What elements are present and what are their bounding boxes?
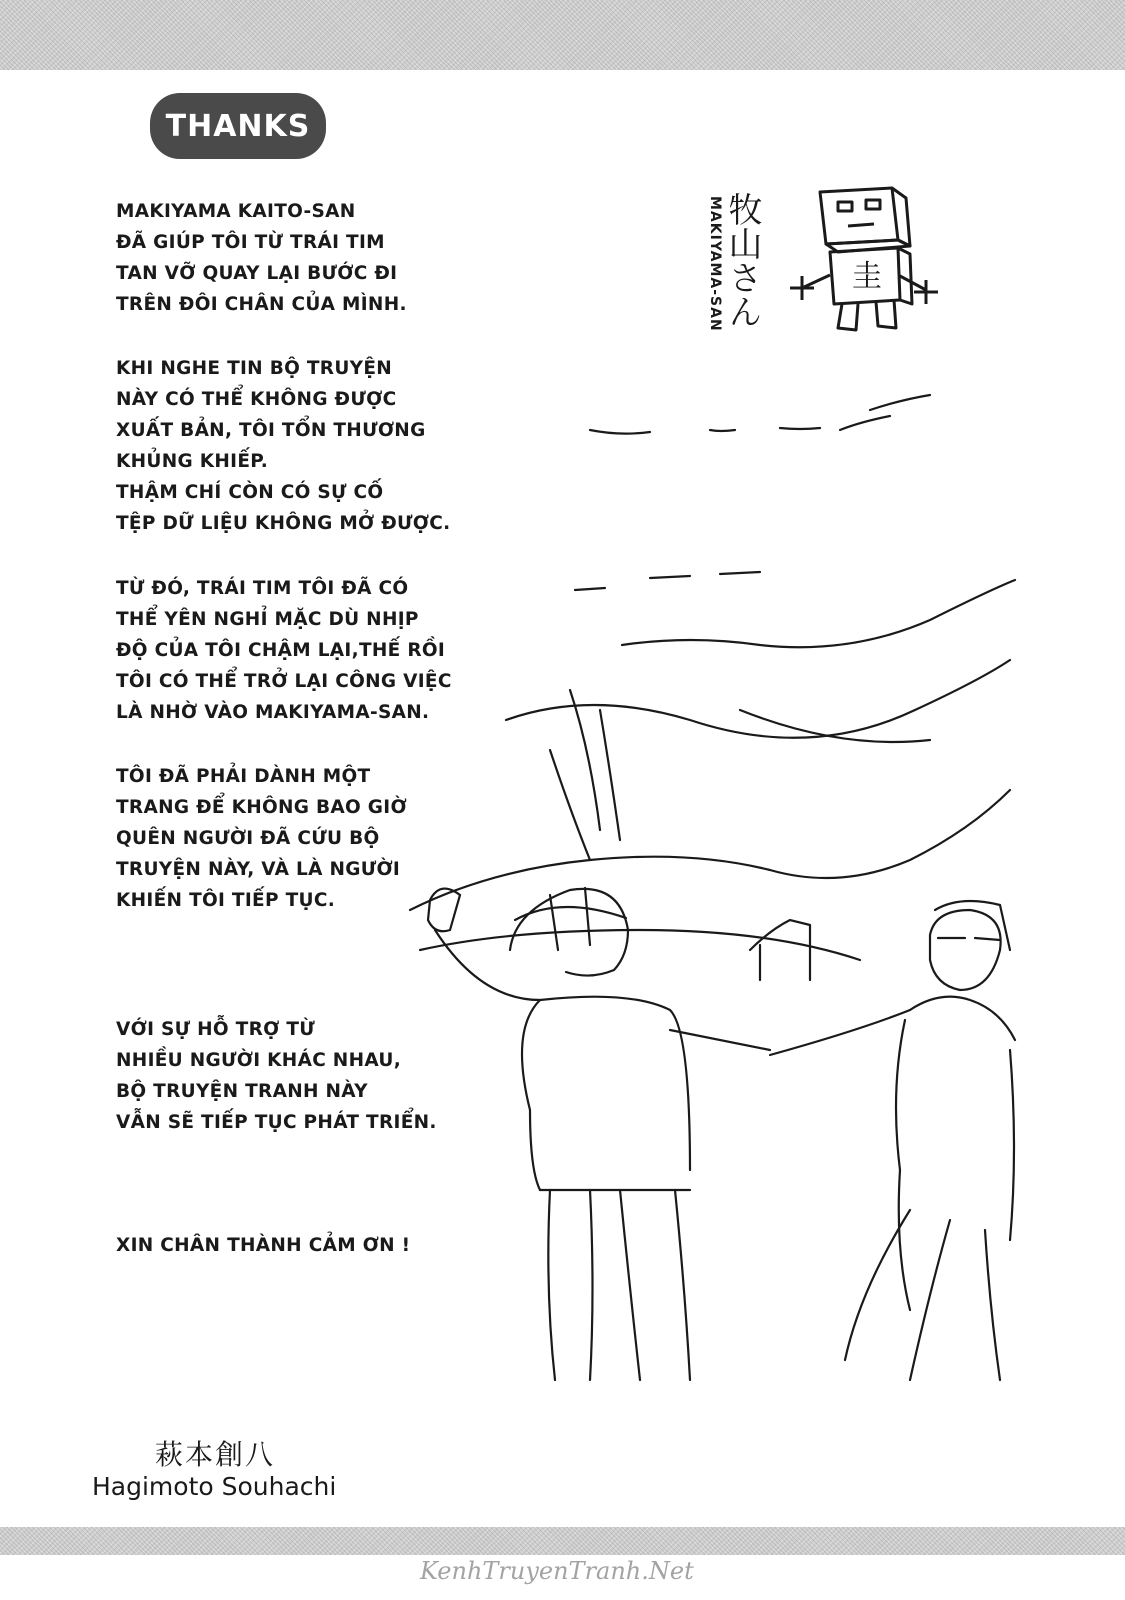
text-line: KHIẾN TÔI TIẾP TỤC. bbox=[116, 890, 336, 911]
text-line: ĐỘ CỦA TÔI CHẬM LẠI,THẾ RỒI bbox=[116, 640, 446, 661]
text-line: MAKIYAMA KAITO-SAN bbox=[116, 201, 356, 222]
robot-label-japanese: 牧山さん bbox=[722, 192, 762, 328]
text-line: TÔI CÓ THỂ TRỞ LẠI CÔNG VIỆC bbox=[116, 671, 452, 692]
text-line: TÔI ĐÃ PHẢI DÀNH MỘT bbox=[116, 766, 371, 787]
text-line: XIN CHÂN THÀNH CẢM ƠN ! bbox=[116, 1235, 411, 1256]
text-line: TRÊN ĐÔI CHÂN CỦA MÌNH. bbox=[116, 294, 407, 315]
paragraph-6 bbox=[116, 1230, 410, 1261]
text-line: ĐÃ GIÚP TÔI TỪ TRÁI TIM bbox=[116, 232, 385, 253]
bottom-screentone-band bbox=[0, 1527, 1125, 1555]
paragraph-1 bbox=[116, 196, 407, 320]
top-screentone-band bbox=[0, 0, 1125, 70]
text-line: KHI NGHE TIN BỘ TRUYỆN bbox=[116, 358, 393, 379]
two-men-landscape-illustration bbox=[390, 390, 1040, 1390]
text-line: BỘ TRUYỆN TRANH NÀY bbox=[116, 1081, 368, 1102]
text-line: THỂ YÊN NGHỈ MẶC DÙ NHỊP bbox=[116, 609, 419, 630]
robot-label-english: MAKIYAMA-SAN bbox=[707, 196, 723, 332]
text-line: VỚI SỰ HỖ TRỢ TỪ bbox=[116, 1019, 316, 1040]
thanks-badge bbox=[150, 93, 326, 159]
text-line: TAN VỠ QUAY LẠI BƯỚC ĐI bbox=[116, 263, 398, 284]
signature-romaji: Hagimoto Souhachi bbox=[92, 1472, 337, 1501]
text-line: TỆP DỮ LIỆU KHÔNG MỞ ĐƯỢC. bbox=[116, 513, 451, 534]
text-line: VẪN SẼ TIẾP TỤC PHÁT TRIỂN. bbox=[116, 1112, 437, 1133]
paragraph-5 bbox=[116, 1014, 437, 1138]
text-line: NÀY CÓ THỂ KHÔNG ĐƯỢC bbox=[116, 389, 397, 410]
text-line: XUẤT BẢN, TÔI TỔN THƯƠNG bbox=[116, 420, 426, 441]
text-line: LÀ NHỜ VÀO MAKIYAMA-SAN. bbox=[116, 702, 430, 723]
watermark: KenhTruyenTranh.Net bbox=[420, 1557, 694, 1585]
robot-mascot-illustration bbox=[780, 180, 970, 350]
signature-japanese: 萩本創八 bbox=[155, 1438, 276, 1471]
text-line: THẬM CHÍ CÒN CÓ SỰ CỐ bbox=[116, 482, 384, 503]
robot-chest-glyph: 圭 bbox=[852, 259, 882, 294]
text-line: QUÊN NGƯỜI ĐÃ CỨU BỘ bbox=[116, 828, 380, 849]
text-line: TRANG ĐỂ KHÔNG BAO GIỜ bbox=[116, 797, 407, 818]
text-line: KHỦNG KHIẾP. bbox=[116, 451, 269, 472]
paragraph-4 bbox=[116, 761, 407, 916]
text-line: NHIỀU NGƯỜI KHÁC NHAU, bbox=[116, 1050, 402, 1071]
text-line: TỪ ĐÓ, TRÁI TIM TÔI ĐÃ CÓ bbox=[116, 578, 409, 599]
thanks-badge-label: THANKS bbox=[165, 108, 311, 144]
text-line: TRUYỆN NÀY, VÀ LÀ NGƯỜI bbox=[116, 859, 401, 880]
